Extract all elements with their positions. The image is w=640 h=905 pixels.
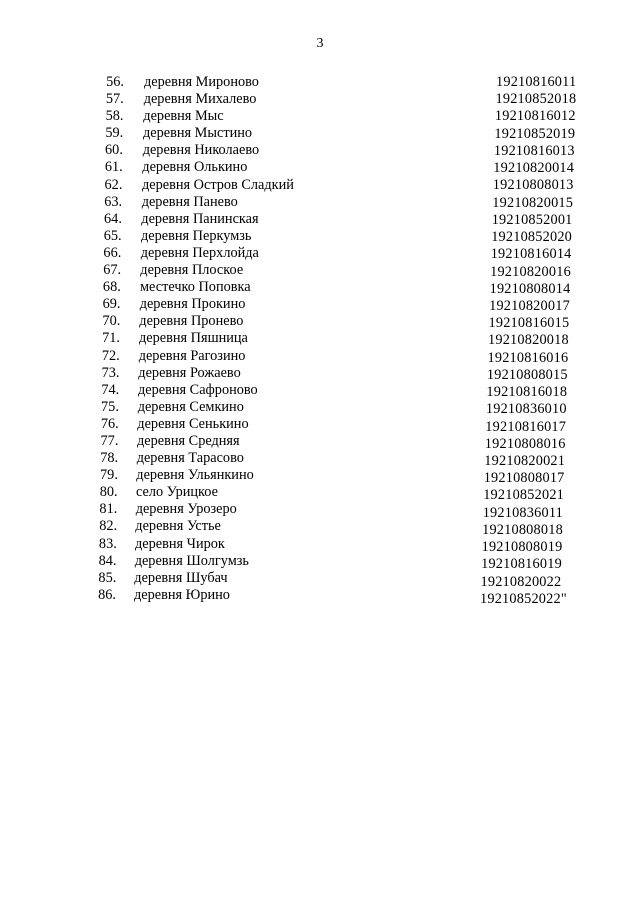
list-item <box>0 535 640 556</box>
oktmo-code: 19210816014 <box>490 246 572 263</box>
list-item <box>0 518 640 538</box>
oktmo-code: 19210852001 <box>491 211 573 228</box>
settlement-name: деревня Пяшница <box>139 330 248 347</box>
item-number: 76. <box>100 415 119 432</box>
oktmo-code: 19210820014 <box>493 160 575 177</box>
list-item <box>0 279 640 296</box>
oktmo-code: 19210808015 <box>486 366 568 383</box>
list-item <box>0 177 640 194</box>
item-number: 74. <box>101 381 120 398</box>
settlement-name: деревня Михалево <box>143 91 257 108</box>
oktmo-code: 19210816019 <box>481 556 562 573</box>
settlement-name: деревня Панинская <box>141 210 259 227</box>
item-number: 66. <box>103 244 122 261</box>
item-number: 77. <box>100 432 119 449</box>
oktmo-code: 19210816016 <box>487 349 569 366</box>
item-number: 56. <box>106 74 124 90</box>
page-number: 3 <box>316 36 324 51</box>
settlement-name: деревня Ульянкино <box>136 467 254 484</box>
oktmo-code: 19210808017 <box>483 470 565 487</box>
settlement-name: деревня Панево <box>141 193 238 210</box>
list-item <box>0 450 640 467</box>
settlement-name: деревня Перкумзь <box>141 227 252 244</box>
list-item <box>0 142 640 159</box>
item-number: 70. <box>102 313 121 330</box>
list-item <box>0 194 640 211</box>
settlement-list <box>0 74 640 607</box>
item-number: 78. <box>100 450 119 467</box>
item-number: 81. <box>99 501 118 518</box>
list-item <box>0 313 640 330</box>
list-item <box>0 245 640 262</box>
settlement-name: деревня Урозеро <box>135 501 237 518</box>
list-item <box>0 569 640 590</box>
settlement-name: деревня Плоское <box>140 262 244 279</box>
item-number: 60. <box>105 142 123 159</box>
item-number: 72. <box>101 347 120 364</box>
list-item <box>0 365 640 382</box>
settlement-name: деревня Остров Сладкий <box>142 176 294 193</box>
list-item <box>0 330 640 347</box>
item-number: 84. <box>98 552 117 569</box>
item-number: 80. <box>99 484 118 501</box>
settlement-name: село Урицкое <box>136 484 218 501</box>
oktmo-code: 19210852021 <box>483 487 565 504</box>
item-number: 67. <box>103 262 122 279</box>
settlement-name: деревня Юрино <box>134 586 230 603</box>
settlement-name: деревня Чирок <box>135 535 225 552</box>
oktmo-code: 19210808018 <box>482 521 563 538</box>
settlement-name: деревня Сенькино <box>137 415 249 432</box>
list-item <box>0 586 640 607</box>
list-item <box>0 382 640 399</box>
settlement-name: деревня Шолгумзь <box>134 552 249 569</box>
settlement-name: деревня Тарасово <box>136 450 244 467</box>
oktmo-code: 19210816012 <box>494 108 576 125</box>
oktmo-code: 19210816013 <box>493 142 575 159</box>
settlement-name: деревня Устье <box>135 518 221 535</box>
item-number: 57. <box>105 91 124 108</box>
settlement-name: деревня Рагозино <box>138 347 246 364</box>
list-item <box>0 433 640 450</box>
oktmo-code: 19210808013 <box>492 177 574 194</box>
item-number: 83. <box>98 535 117 552</box>
settlement-name: местечко Поповка <box>140 279 251 296</box>
oktmo-code: 19210808016 <box>484 435 566 452</box>
oktmo-code: 19210852018 <box>495 91 577 108</box>
oktmo-code: 19210820016 <box>490 263 571 280</box>
item-number: 62. <box>104 176 123 193</box>
settlement-name: деревня Николаево <box>142 142 260 159</box>
oktmo-code: 19210836011 <box>482 504 563 521</box>
item-number: 64. <box>104 210 122 227</box>
oktmo-code: 19210820021 <box>484 452 566 469</box>
settlement-name: деревня Рожаево <box>138 364 241 381</box>
settlement-name: деревня Мыс <box>143 108 224 125</box>
settlement-name: деревня Пронево <box>139 313 244 330</box>
list-item <box>0 211 640 228</box>
oktmo-code: 19210820022 <box>480 573 562 590</box>
settlement-name: деревня Семкино <box>137 398 244 415</box>
item-number: 69. <box>102 296 121 313</box>
list-item <box>0 91 640 108</box>
item-number: 79. <box>100 467 118 484</box>
settlement-name: деревня Сафроново <box>138 381 258 398</box>
oktmo-code: 19210820018 <box>488 332 569 349</box>
oktmo-code: 19210852019 <box>494 125 576 142</box>
oktmo-code: 19210852022" <box>480 590 567 607</box>
list-item <box>0 74 640 91</box>
settlement-name: деревня Средняя <box>137 432 240 449</box>
list-item <box>0 159 640 176</box>
item-number: 86. <box>98 586 116 603</box>
list-item <box>0 125 640 142</box>
list-item <box>0 467 640 487</box>
oktmo-code: 19210816015 <box>488 315 570 332</box>
oktmo-code: 19210852020 <box>491 229 573 246</box>
list-item <box>0 228 640 245</box>
item-number: 85. <box>98 569 117 586</box>
list-item <box>0 296 640 313</box>
list-item <box>0 484 640 504</box>
item-number: 63. <box>104 193 123 210</box>
oktmo-code: 19210816017 <box>485 418 567 435</box>
settlement-name: деревня Перхлойда <box>140 244 259 261</box>
settlement-name: деревня Шубач <box>134 569 228 586</box>
list-item <box>0 416 640 433</box>
item-number: 82. <box>99 518 118 535</box>
oktmo-code: 19210820015 <box>492 194 574 211</box>
list-item <box>0 501 640 521</box>
settlement-name: деревня Мыстино <box>143 125 253 142</box>
oktmo-code: 19210816011 <box>496 74 577 90</box>
item-number: 71. <box>102 330 120 347</box>
list-item <box>0 108 640 125</box>
list-item <box>0 348 640 365</box>
oktmo-code: 19210808019 <box>481 539 563 556</box>
list-item <box>0 399 640 416</box>
item-number: 65. <box>103 227 122 244</box>
oktmo-code: 19210836010 <box>485 401 567 418</box>
item-number: 58. <box>105 108 124 125</box>
list-item <box>0 262 640 279</box>
settlement-name: деревня Олькино <box>142 159 248 176</box>
item-number: 68. <box>102 279 121 296</box>
oktmo-code: 19210820017 <box>489 297 570 314</box>
oktmo-code: 19210816018 <box>486 384 568 401</box>
oktmo-code: 19210808014 <box>489 280 571 297</box>
item-number: 73. <box>101 364 120 381</box>
item-number: 61. <box>104 159 123 176</box>
list-item <box>0 552 640 573</box>
settlement-name: деревня Мироново <box>144 74 259 90</box>
item-number: 75. <box>101 398 119 415</box>
item-number: 59. <box>105 125 124 142</box>
settlement-name: деревня Прокино <box>139 296 246 313</box>
